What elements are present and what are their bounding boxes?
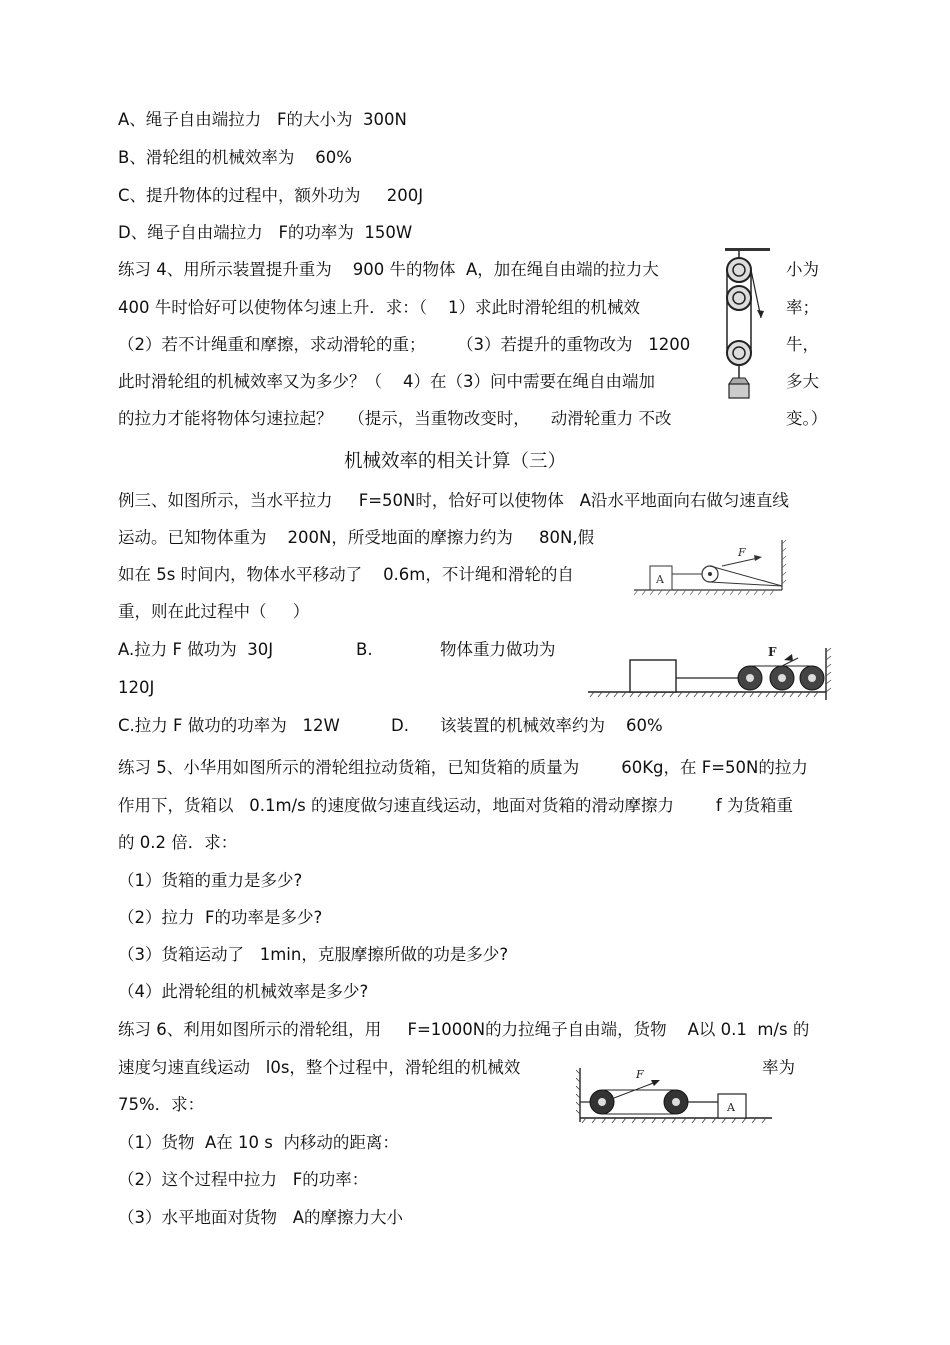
ex4-line: 练习 4、用所示装置提升重为 900 牛的物体 A，加在绳自由端的拉力大 <box>118 260 659 279</box>
ex5-question: （4）此滑轮组的机械效率是多少? <box>118 982 369 1001</box>
option-b: B、滑轮组的机械效率为 60% <box>118 148 352 167</box>
example3-line: 如在 5s 时间内，物体水平移动了 0.6m，不计绳和滑轮的自 <box>118 565 574 584</box>
example3-figure-2 <box>588 640 838 700</box>
example3-option-b-label: B. <box>356 640 373 659</box>
ex6-line: 练习 6、利用如图所示的滑轮组，用 F=1000N的力拉绳子自由端，货物 A以 0.1 m/s 的 <box>118 1020 810 1039</box>
ex6-line: 速度匀速直线运动 l0s，整个过程中，滑轮组的机械效 <box>118 1058 521 1077</box>
ex5-question: （2）拉力 F的功率是多少? <box>118 908 323 927</box>
ex6-figure-block-label: A <box>727 1101 735 1114</box>
ex4-line: 400 牛时恰好可以使物体匀速上升．求：（ 1）求此时滑轮组的机械效 <box>118 298 640 317</box>
option-d: D、绳子自由端拉力 F的功率为 150W <box>118 223 413 242</box>
ex5-line: 的 0.2 倍．求： <box>118 833 238 852</box>
example3-option-a: A.拉力 F 做功为 30J <box>118 640 274 659</box>
example3-line: 重，则在此过程中（ ） <box>118 602 310 621</box>
ex4-line-tail: 率； <box>786 298 819 317</box>
example3-line: 运动。已知物体重为 200N，所受地面的摩擦力约为 80N,假 <box>118 528 595 547</box>
example3-figure-1-force-label: F <box>738 546 746 559</box>
option-a: A、绳子自由端拉力 F的大小为 300N <box>118 110 407 129</box>
ex6-question: （3）水平地面对货物 A的摩擦力大小 <box>118 1208 404 1227</box>
ex5-question: （3）货箱运动了 1min，克服摩擦所做的功是多少? <box>118 945 509 964</box>
example3-option-b: 物体重力做功为 <box>440 640 556 659</box>
ex4-line: 的拉力才能将物体匀速拉起？ （提示，当重物改变时， 动滑轮重力 不改 <box>118 409 672 428</box>
vertical-pulley-figure <box>715 248 780 403</box>
ex6-question: （1）货物 A在 10 s 内移动的距离： <box>118 1133 399 1152</box>
ex6-figure <box>576 1068 776 1128</box>
ex6-figure-force-label: F <box>636 1068 644 1081</box>
example3-option-d-label: D. <box>391 716 409 735</box>
example3-option-b-cont: 120J <box>118 678 155 697</box>
ex4-line-tail: 多大 <box>786 372 819 391</box>
ex4-line-tail: 变。） <box>786 409 828 428</box>
ex5-line: 作用下，货箱以 0.1m/s 的速度做匀速直线运动，地面对货箱的滑动摩擦力 f 为货箱重 <box>118 796 793 815</box>
example3-line: 例三、如图所示，当水平拉力 F=50N时，恰好可以使物体 A沿水平地面向右做匀速直线 <box>118 491 789 510</box>
example3-option-c: C.拉力 F 做功的功率为 12W <box>118 716 340 735</box>
ex4-line: 此时滑轮组的机械效率又为多少？（ 4）在（3）问中需要在绳自由端加 <box>118 372 655 391</box>
ex5-question: （1）货箱的重力是多少? <box>118 871 303 890</box>
option-c: C、提升物体的过程中，额外功为 200J <box>118 186 424 205</box>
ex6-line-tail: 率为 <box>762 1058 795 1077</box>
ex6-question: （2）这个过程中拉力 F的功率： <box>118 1170 369 1189</box>
ex4-line: （2）若不计绳重和摩擦，求动滑轮的重； （3）若提升的重物改为 1200 <box>118 335 691 354</box>
section-title: 机械效率的相关计算（三） <box>344 451 567 472</box>
ex4-line-tail: 牛， <box>786 335 819 354</box>
ex4-line-tail: 小为 <box>786 260 819 279</box>
example3-figure-1 <box>632 538 787 598</box>
ex5-line: 练习 5、小华用如图所示的滑轮组拉动货箱，已知货箱的质量为 60Kg，在 F=50N的拉力 <box>118 758 808 777</box>
ex6-line: 75%．求： <box>118 1095 205 1114</box>
example3-option-d: 该装置的机械效率约为 60% <box>440 716 663 735</box>
example3-figure-1-block-label: A <box>656 573 664 586</box>
example3-figure-2-force-label: F <box>768 645 777 659</box>
